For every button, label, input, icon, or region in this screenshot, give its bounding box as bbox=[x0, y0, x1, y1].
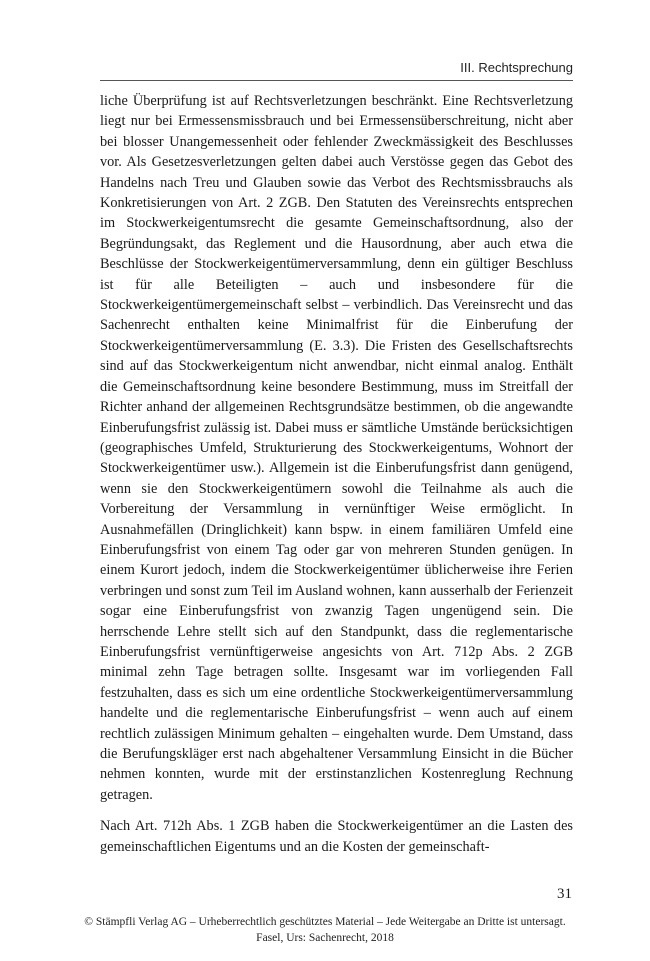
page-body bbox=[100, 91, 573, 868]
body-paragraph: liche Überprüfung ist auf Rechtsverletzungen beschränkt. Eine Rechtsverletzung liegt nur bei Ermessensmissbrauch und bei Ermessensüberschreitung, nicht aber bei blosser Unangemessenheit oder fehlender Zweckmässigkeit des Beschlusses vor. Als Gesetzesverletzungen gelten dabei auch Verstösse gegen das Gebot des Handelns nach Treu und Glauben sowie das Verbot des Rechtsmissbrauchs als Konkretisierungen von Art. 2 ZGB. Den Statuten des Vereinsrechts entsprechen im Stockwerkeigentumsrecht die gesamte Gemeinschaftsordnung, also der Begründungsakt, das Reglement und die Hausordnung, aber auch etwa die Beschlüsse der Stockwerkeigentümerversammlung, denn ein gültiger Beschluss ist für alle Beteiligten – auch und insbesondere für die Stockwerkeigentümergemeinschaft selbst – verbindlich. Das Vereinsrecht und das Sachenrecht enthalten keine Minimalfrist für die Einberufung der Stockwerkeigentümerversammlung (E. 3.3). Die Fristen des Gesellschaftsrechts sind auf das Stockwerkeigentum nicht anwendbar, nicht einmal analog. Enthält die Gemeinschaftsordnung keine besondere Bestimmung, muss im Streitfall der Richter anhand der allgemeinen Rechtsgrundsätze bestimmen, ob die angewandte Einberufungsfrist zulässig ist. Dabei muss er sämtliche Umstände berücksichtigen (geographisches Umfeld, Strukturierung des Stockwerkeigentums, Wohnort der Stockwerkeigentümer usw.). Allgemein ist die Einberufungsfrist dann genügend, wenn sie den Stockwerkeigentümern sowohl die Teilnahme als auch die Vorbereitung der Versammlung in vernünftiger Weise ermöglicht. In Ausnahmefällen (Dringlichkeit) kann bspw. in einem familiären Umfeld eine Einberufungsfrist von einem Tag oder gar von mehreren Stunden genügen. In einem Kurort jedoch, indem die Stockwerkeigentümer üblicherweise ihre Ferien verbringen und sonst zum Teil im Ausland wohnen, kann ausserhalb der Ferienzeit sogar eine Einberufungsfrist von zwanzig Tagen ungenügend sein. Die herrschende Lehre stellt sich auf den Standpunkt, dass die reglementarische Einberufungsfrist vernünftigerweise angesichts von Art. 712p Abs. 2 ZGB minimal zehn Tage betragen sollte. Insgesamt war im vorliegenden Fall festzuhalten, dass es sich um eine ordentliche Stockwerkeigentümerversammlung handelte und die reglementarische Einberufungsfrist – wenn auch auf einem rechtlich zulässigen Minimum gehalten – eingehalten wurde. Dem Umstand, dass die Berufungskläger erst nach abgehaltener Versammlung Einsicht in die Bücher nehmen konnten, wurde mit der erstinstanzlichen Kostenreglung Rechnung getragen. bbox=[100, 93, 573, 803]
running-header: III. Rechtsprechung bbox=[460, 60, 573, 75]
copyright-notice: © Stämpfli Verlag AG – Urheberrechtlich geschütztes Material – Jede Weitergabe an Dritte ist untersagt. bbox=[84, 916, 566, 928]
body-paragraph: Nach Art. 712h Abs. 1 ZGB haben die Stockwerkeigentümer an die Lasten des gemeinschaftlichen Eigentums und an die Kosten der gemeinschaft- bbox=[100, 818, 573, 855]
page-number: 31 bbox=[557, 886, 572, 902]
header-rule bbox=[100, 80, 573, 81]
copyright-footer bbox=[0, 914, 650, 946]
citation-line: Fasel, Urs: Sachenrecht, 2018 bbox=[256, 932, 394, 944]
